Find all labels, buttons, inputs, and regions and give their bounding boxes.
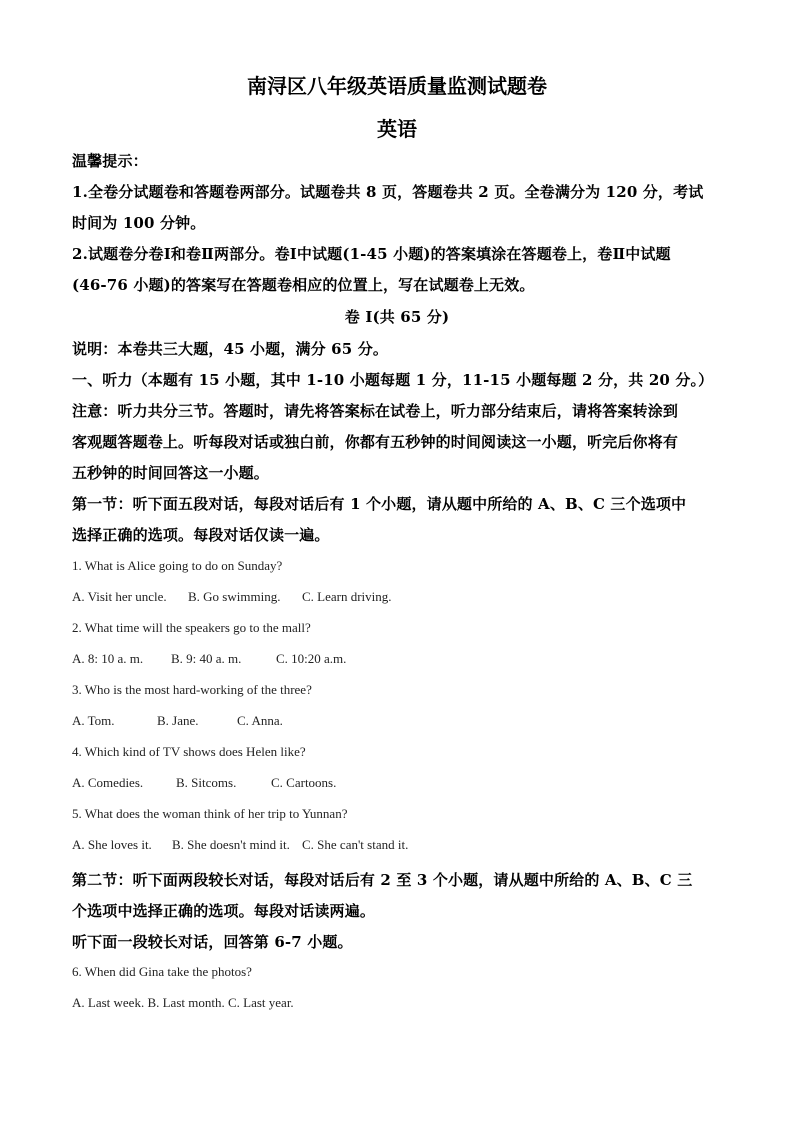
question-4: 4. Which kind of TV shows does Helen like? [72, 744, 306, 759]
section1-desc: 说明：本卷共三大题，45 小题，满分 65 分。 [72, 340, 389, 358]
listen-instruction: 听下面一段较长对话，回答第 6-7 小题。 [72, 933, 353, 951]
question-2-options [72, 651, 346, 667]
option-a: A. 8: 10 a. m. [72, 651, 144, 666]
option-a: A. Tom. [72, 713, 115, 728]
listening-note-line2: 客观题答题卷上。听每段对话或独白前，你都有五秒钟的时间阅读这一小题，听完后你将有 [72, 433, 679, 451]
option-c: C. 10:20 a.m. [276, 651, 347, 666]
exam-title: 南浔区八年级英语质量监测试题卷 [247, 74, 547, 98]
subject-title: 英语 [377, 117, 417, 141]
part1-heading: 一、听力（本题有 15 小题，其中 1-10 小题每题 1 分，11-15 小题每题 2 分，共 20 分。） [72, 371, 714, 389]
listening-note-line1: 注意：听力共分三节。答题时，请先将答案标在试卷上，听力部分结束后，请将答案转涂到 [72, 402, 679, 420]
sec2-instr-line2: 个选项中选择正确的选项。每段对话读两遍。 [72, 902, 376, 920]
question-2: 2. What time will the speakers go to the mall? [72, 620, 311, 635]
question-6: 6. When did Gina take the photos? [72, 964, 252, 979]
option-b: B. Sitcoms. [176, 775, 237, 790]
question-5: 5. What does the woman think of her trip to Yunnan? [72, 806, 348, 821]
notice-item2-line1: 2.试题卷分卷Ⅰ和卷Ⅱ两部分。卷Ⅰ中试题(1-45 小题)的答案填涂在答题卷上，卷Ⅱ中试题 [72, 245, 671, 263]
question-5-options [72, 837, 408, 853]
notice-heading: 温馨提示： [72, 152, 148, 170]
option-c: C. Anna. [237, 713, 283, 728]
question-1: 1. What is Alice going to do on Sunday? [72, 558, 283, 573]
question-6-options: A. Last week. B. Last month. C. Last year. [72, 995, 294, 1010]
question-1-options [72, 589, 392, 605]
option-b: B. Go swimming. [188, 589, 281, 604]
sec1-instr-line1: 第一节：听下面五段对话，每段对话后有 1 个小题，请从题中所给的 A、B、C 三个选项中 [72, 495, 687, 513]
option-b: B. She doesn't mind it. [172, 837, 290, 852]
option-c: C. She can't stand it. [302, 837, 409, 852]
sec2-instr-line1: 第二节：听下面两段较长对话，每段对话后有 2 至 3 个小题，请从题中所给的 A、B、C 三 [72, 871, 693, 889]
option-c: C. Learn driving. [302, 589, 392, 604]
option-b: B. Jane. [157, 713, 199, 728]
question-3-options [72, 713, 283, 729]
section1-title: 卷 I(共 65 分) [344, 308, 450, 326]
sec1-instr-line2: 选择正确的选项。每段对话仅读一遍。 [72, 526, 330, 544]
option-c: C. Cartoons. [271, 775, 337, 790]
notice-item1-line1: 1.全卷分试题卷和答题卷两部分。试题卷共 8 页，答题卷共 2 页。全卷满分为 120 分，考试 [72, 183, 704, 201]
notice-item1-line2: 时间为 100 分钟。 [72, 214, 206, 232]
option-a: A. Visit her uncle. [72, 589, 167, 604]
listening-note-line3: 五秒钟的时间回答这一小题。 [72, 464, 269, 482]
option-b: B. 9: 40 a. m. [171, 651, 242, 666]
question-3: 3. Who is the most hard-working of the three? [72, 682, 312, 697]
notice-item2-line2: (46-76 小题)的答案写在答题卷相应的位置上，写在试题卷上无效。 [72, 276, 535, 294]
option-a: A. Comedies. [72, 775, 144, 790]
option-a: A. She loves it. [72, 837, 152, 852]
question-4-options [72, 775, 336, 791]
